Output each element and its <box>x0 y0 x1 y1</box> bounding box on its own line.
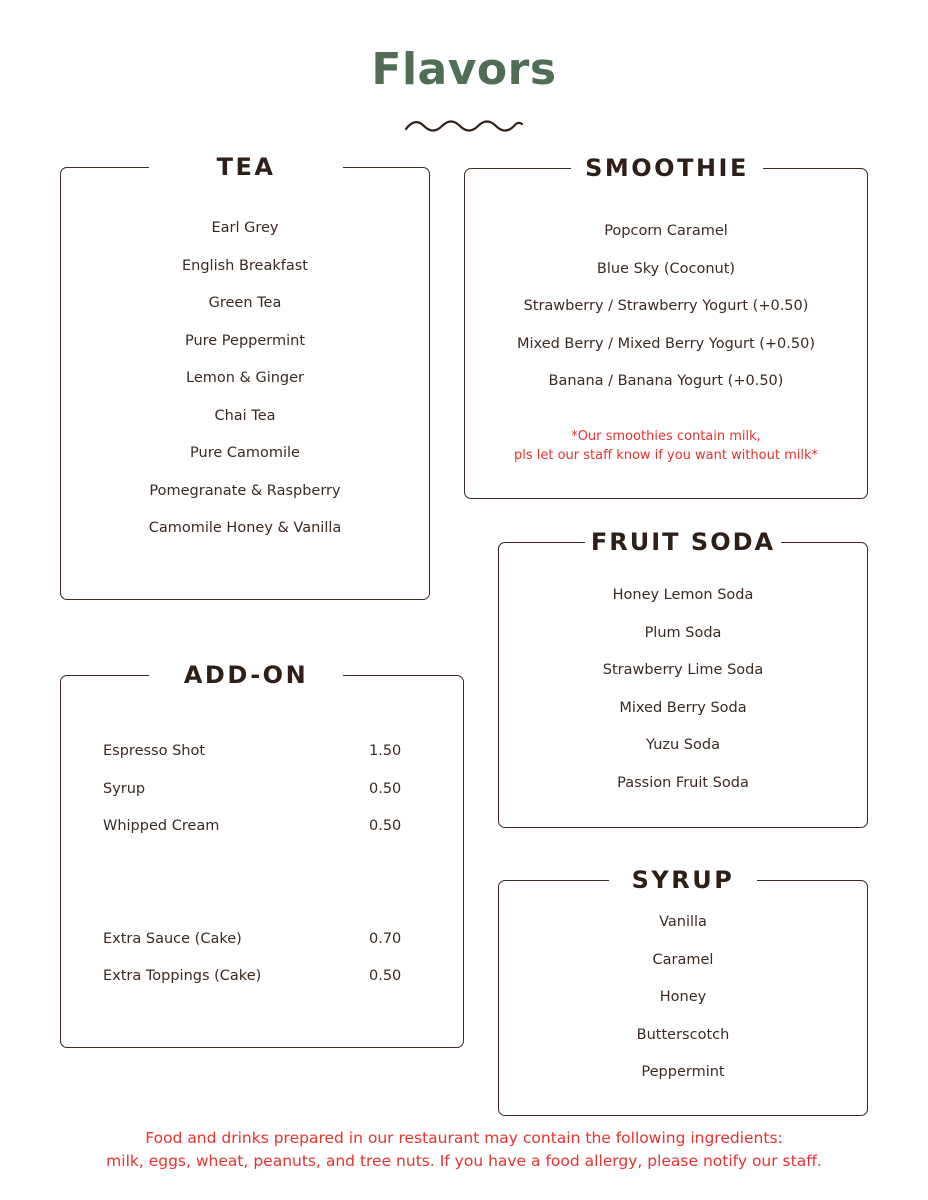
list-item: Plum Soda <box>644 624 722 641</box>
smoothie-list <box>465 223 867 411</box>
list-item: Yuzu Soda <box>646 737 720 753</box>
list-item: Pure Camomile <box>190 445 300 461</box>
list-item: Mixed Berry / Mixed Berry Yogurt (+0.50) <box>517 335 815 352</box>
list-item: Pomegranate & Raspberry <box>149 482 341 499</box>
addon-name: Espresso Shot <box>103 743 206 759</box>
addon-name: Whipped Cream <box>103 818 220 834</box>
list-item: Honey <box>659 989 707 1005</box>
addon-name: Extra Sauce (Cake) <box>103 931 242 947</box>
list-item: Banana / Banana Yogurt (+0.50) <box>548 373 784 389</box>
syrup-list <box>499 914 867 1102</box>
list-item: Popcorn Caramel <box>604 223 728 239</box>
list-item: Pure Peppermint <box>184 332 306 349</box>
list-item: Strawberry Lime Soda <box>602 662 764 678</box>
page-title: Flavors <box>371 44 557 95</box>
addon-name: Syrup <box>103 781 146 797</box>
list-item: Caramel <box>652 951 714 968</box>
allergy-notice <box>0 1127 928 1173</box>
list-item: Peppermint <box>641 1064 725 1080</box>
list-item: Green Tea <box>208 295 282 311</box>
allergy-notice-line: Food and drinks prepared in our restaurant may contain the following ingredients: <box>145 1129 783 1147</box>
note-line: *Our smoothies contain milk, <box>571 429 761 444</box>
addon-price: 0.50 <box>369 968 402 984</box>
list-item: Butterscotch <box>636 1026 730 1043</box>
addon-section <box>60 661 464 1048</box>
list-item: Chai Tea <box>214 407 276 424</box>
addon-name: Extra Toppings (Cake) <box>103 968 262 984</box>
fruit-soda-list <box>499 587 867 812</box>
list-item: Earl Grey <box>211 220 279 236</box>
smoothie-milk-note <box>465 427 867 465</box>
list-item: English Breakfast <box>182 257 308 274</box>
tea-heading: TEA <box>149 150 343 184</box>
addon-price: 0.50 <box>369 818 402 834</box>
squiggle-divider-icon <box>404 117 524 135</box>
list-item: Vanilla <box>659 914 707 930</box>
addon-price: 0.70 <box>369 931 402 947</box>
fruit-soda-section <box>498 528 868 828</box>
addon-price: 0.50 <box>369 781 402 797</box>
syrup-heading: SYRUP <box>609 863 757 897</box>
tea-section <box>60 153 430 600</box>
addon-price: 1.50 <box>369 743 402 759</box>
list-item: Camomile Honey & Vanilla <box>148 520 342 536</box>
list-item: Lemon & Ginger <box>186 370 304 386</box>
smoothie-heading: SMOOTHIE <box>571 151 763 185</box>
tea-list <box>61 220 429 558</box>
list-item: Blue Sky (Coconut) <box>596 260 736 277</box>
list-item: Mixed Berry Soda <box>619 699 747 716</box>
smoothie-section <box>464 154 868 499</box>
allergy-notice-line: milk, eggs, wheat, peanuts, and tree nuts. If you have a food allergy, please notify our staff. <box>106 1152 822 1170</box>
fruit-soda-heading: FRUIT SODA <box>585 525 781 559</box>
list-item: Passion Fruit Soda <box>617 774 749 791</box>
note-line: pls let our staff know if you want without milk* <box>513 448 818 463</box>
addon-heading: ADD-ON <box>149 658 343 692</box>
list-item: Honey Lemon Soda <box>612 587 754 603</box>
list-item: Strawberry / Strawberry Yogurt (+0.50) <box>523 298 809 314</box>
syrup-section <box>498 866 868 1116</box>
